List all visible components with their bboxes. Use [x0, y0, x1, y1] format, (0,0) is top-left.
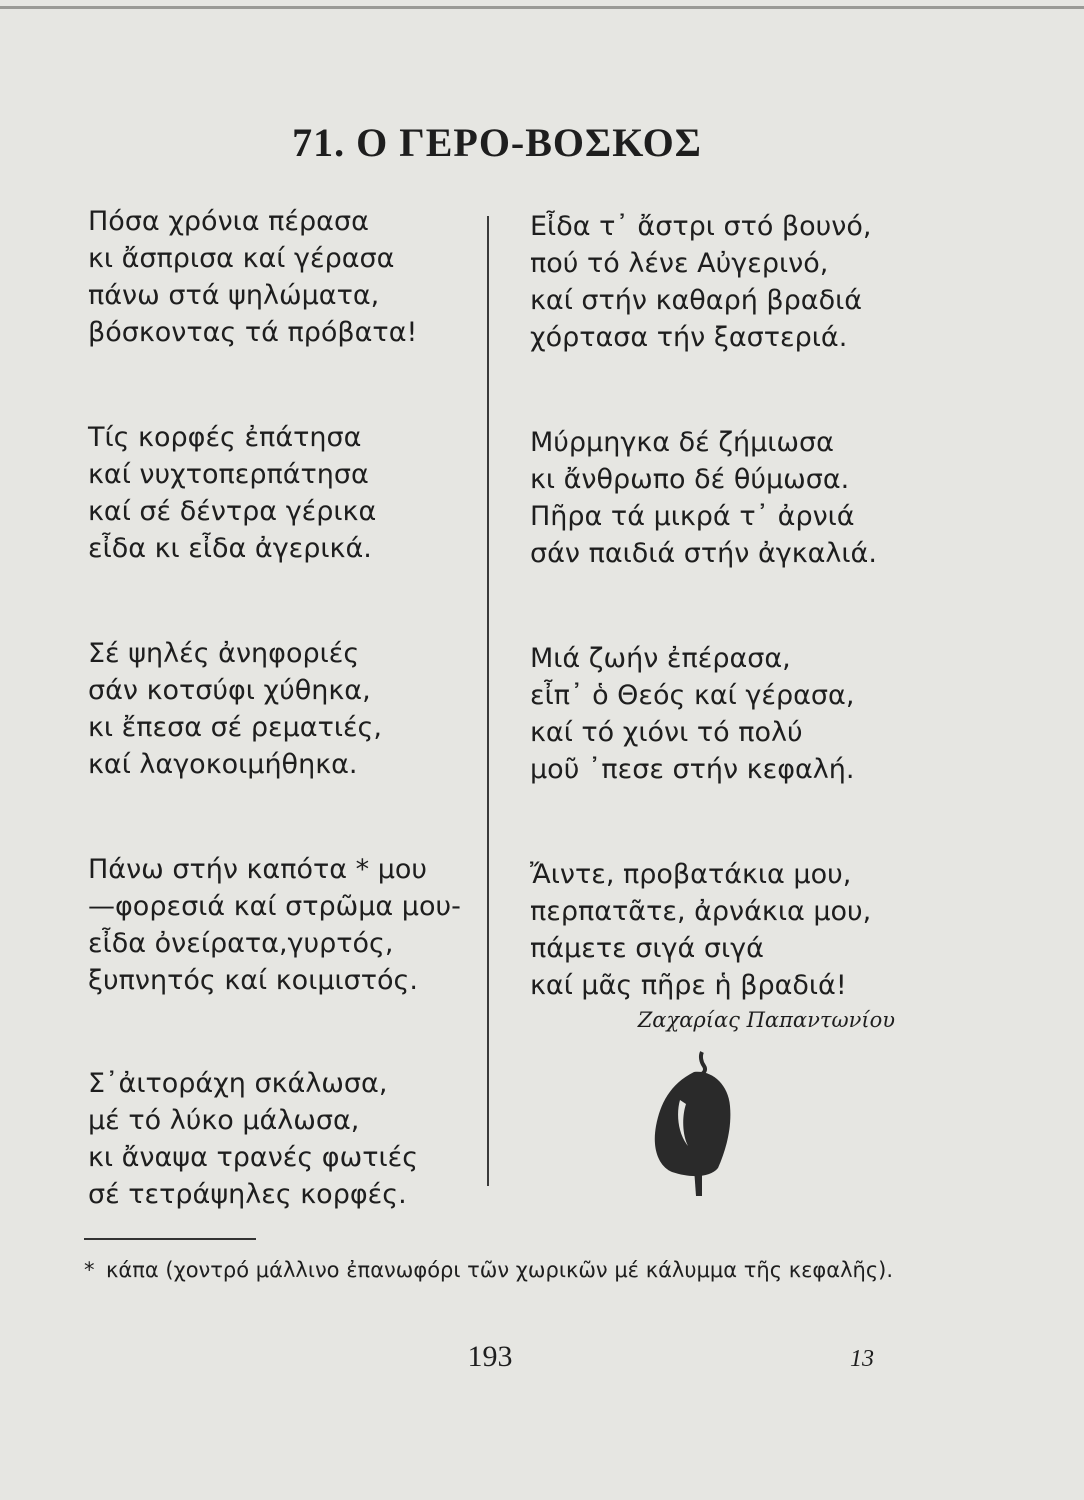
stanza — [530, 208, 950, 424]
verse-line: μέ τό λύκο μάλωσα, — [88, 1105, 360, 1136]
bell-icon — [650, 1050, 740, 1200]
verse-line: χόρτασα τήν ξαστεριά. — [530, 322, 848, 353]
column-divider — [487, 216, 489, 1186]
stanza — [530, 640, 950, 856]
verse-line: πάνω στά ψηλώματα, — [88, 280, 380, 311]
verse-line: κι ἄσπρισα καί γέρασα — [88, 243, 395, 274]
verse-line: περπατᾶτε, ἀρνάκια μου, — [530, 896, 872, 927]
verse-line: Τίς κορφές ἐπάτησα — [88, 422, 362, 453]
verse-line: καί στήν καθαρή βραδιά — [530, 285, 863, 316]
footnote-marker: * — [84, 1258, 95, 1282]
verse-line: Σέ ψηλές ἀνηφοριές — [88, 638, 360, 669]
verse-line: κι ἄναψα τρανές φωτιές — [88, 1142, 419, 1173]
verse-line: κι ἄνθρωπο δέ θύμωσα. — [530, 464, 850, 495]
verse-line: καί τό χιόνι τό πολύ — [530, 717, 803, 748]
verse-line: καί σέ δέντρα γέρικα — [88, 496, 377, 527]
footnote-text: κάπα (χοντρό μάλλινο ἐπανωφόρι τῶν χωρικῶν μέ κάλυμμα τῆς κεφαλῆς). — [106, 1258, 894, 1282]
verse-line: εἶδα ὀνείρατα,γυρτός, — [88, 928, 394, 959]
verse-line: πάμετε σιγά σιγά — [530, 933, 764, 964]
stanza — [88, 1065, 483, 1281]
verse-line: Σ᾽ἀιτοράχη σκάλωσα, — [88, 1068, 388, 1099]
top-rule — [0, 6, 1084, 9]
stanza — [88, 851, 483, 1065]
verse-line: ξυπνητός καί κοιμιστός. — [88, 965, 418, 996]
verse-line: σάν παιδιά στήν ἀγκαλιά. — [530, 538, 877, 569]
signature-mark: 13 — [850, 1346, 874, 1372]
verse-line: βόσκοντας τά πρόβατα! — [88, 317, 418, 348]
right-column — [530, 208, 950, 1072]
footnote — [84, 1254, 964, 1286]
stanza — [88, 635, 483, 851]
verse-line: καί νυχτοπερπάτησα — [88, 459, 369, 490]
verse-line: εἶπ᾽ ὁ Θεός καί γέρασα, — [530, 680, 855, 711]
footnote-rule — [84, 1238, 256, 1240]
verse-line: Εἶδα τ᾽ ἄστρι στό βουνό, — [530, 211, 872, 242]
verse-line: Μύρμηγκα δέ ζήμιωσα — [530, 427, 834, 458]
stanza — [530, 424, 950, 640]
verse-line: καί μᾶς πῆρε ἡ βραδιά! — [530, 970, 847, 1001]
verse-line: εἶδα κι εἶδα ἀγερικά. — [88, 533, 372, 564]
page-number: 193 — [467, 1340, 513, 1373]
stanza — [530, 856, 950, 1072]
verse-line: σέ τετράψηλες κορφές. — [88, 1179, 407, 1210]
verse-line: Ἄιντε, προβατάκια μου, — [530, 859, 852, 890]
verse-line: —φορεσιά καί στρῶμα μου- — [88, 891, 461, 922]
verse-line: κι ἔπεσα σέ ρεματιές, — [88, 712, 382, 743]
verse-line: Πάνω στήν καπότα * μου — [88, 854, 428, 885]
verse-line: πού τό λένε Αὐγερινό, — [530, 248, 829, 279]
poem-title: 71. Ο ΓΕΡΟ-ΒΟΣΚΟΣ — [292, 119, 702, 165]
author-signature: Ζαχαρίας Παπαντωνίου — [637, 1008, 895, 1032]
stanza — [88, 203, 483, 419]
verse-line: Μιά ζωήν ἐπέρασα, — [530, 643, 791, 674]
verse-line: Πῆρα τά μικρά τ᾽ ἀρνιά — [530, 501, 855, 532]
verse-line: Πόσα χρόνια πέρασα — [88, 206, 369, 237]
stanza — [88, 419, 483, 635]
left-column — [88, 203, 483, 1281]
verse-line: μοῦ ᾽πεσε στήν κεφαλή. — [530, 754, 855, 785]
verse-line: σάν κοτσύφι χύθηκα, — [88, 675, 371, 706]
verse-line: καί λαγοκοιμήθηκα. — [88, 749, 358, 780]
